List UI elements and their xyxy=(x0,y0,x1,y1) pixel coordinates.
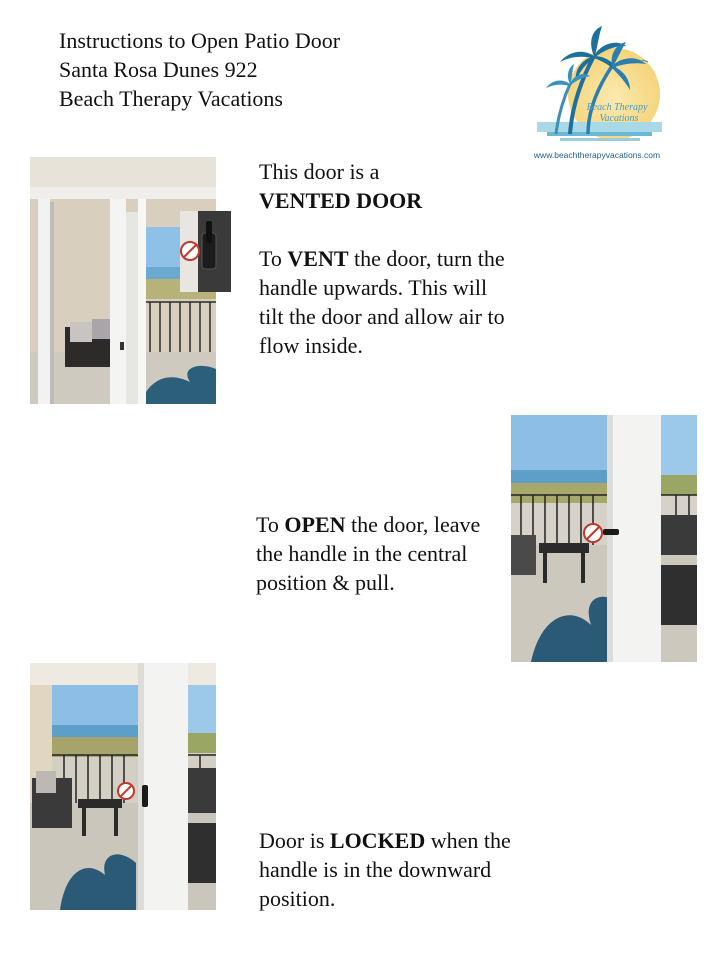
open-instruction xyxy=(256,510,511,597)
logo-name-line2: Vacations xyxy=(599,113,639,124)
company-logo xyxy=(522,22,672,167)
photo-door-open-handle-central xyxy=(511,415,697,662)
header-property: Santa Rosa Dunes 922 xyxy=(59,57,258,82)
open-keyword: OPEN xyxy=(284,512,346,537)
document-header xyxy=(59,26,340,113)
open-prefix: To xyxy=(256,512,285,537)
photo-door-locked-handle-down xyxy=(30,663,216,910)
open-rest: the door, leave the handle in the central position & pull. xyxy=(256,512,481,595)
vented-door-intro: This door is a xyxy=(259,159,380,184)
vent-rest: the door, turn the handle upwards. This will tilt the door and allow air to flow inside. xyxy=(259,246,505,358)
locked-keyword: LOCKED xyxy=(329,828,426,853)
locked-prefix: Door is xyxy=(259,828,330,853)
vented-door-heading: VENTED DOOR xyxy=(259,188,423,213)
locked-door-instructions xyxy=(259,826,559,913)
photo-handle-up-closeup xyxy=(180,211,231,292)
vent-keyword: VENT xyxy=(287,246,349,271)
vented-door-instructions xyxy=(259,157,509,360)
header-company: Beach Therapy Vacations xyxy=(59,86,283,111)
vent-prefix: To xyxy=(259,246,288,271)
open-door-instructions xyxy=(256,510,511,597)
logo-url: www.beachtherapyvacations.com xyxy=(533,150,661,160)
palm-tree-sunset-icon xyxy=(522,22,672,150)
vent-instruction xyxy=(259,244,509,360)
locked-rest: when the handle is in the downward position. xyxy=(259,828,511,911)
locked-instruction xyxy=(259,826,559,913)
header-title: Instructions to Open Patio Door xyxy=(59,28,341,53)
logo-name-line1: Beach Therapy xyxy=(586,102,648,113)
